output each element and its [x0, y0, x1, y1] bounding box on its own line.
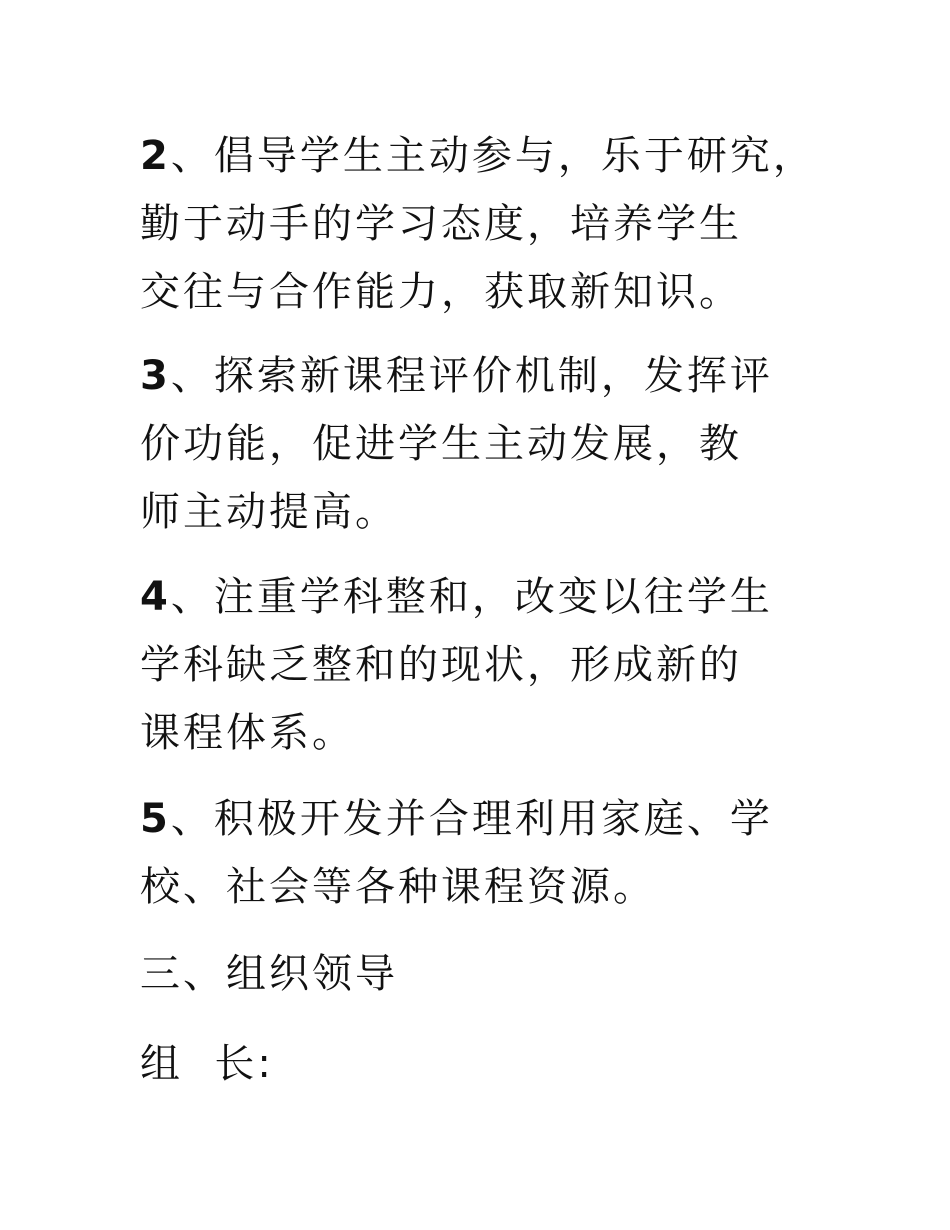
- item-2-paragraph: [140, 122, 860, 326]
- item-4-line-1: [140, 563, 860, 631]
- item-5-line-2: 校、社会等各种课程资源。: [140, 864, 656, 910]
- section-heading: [140, 940, 860, 1008]
- item-4-paragraph: [140, 563, 860, 767]
- item-5-text-1: 、积极开发并合理利用家庭、学: [170, 796, 773, 842]
- leader-row: [140, 1030, 860, 1098]
- item-2-line-1: [140, 122, 860, 190]
- item-3-line-1: [140, 342, 860, 410]
- item-4-line-3: 课程体系。: [140, 710, 355, 756]
- item-5-number: 5: [140, 796, 171, 842]
- item-2-line-2: 勤于动手的学习态度，培养学生: [140, 201, 742, 247]
- item-5-paragraph: [140, 785, 860, 921]
- section-heading-text: 三、组织领导: [140, 951, 398, 997]
- item-5-line-1: [140, 785, 860, 853]
- item-3-paragraph: [140, 342, 860, 546]
- item-3-text-1: 、探索新课程评价机制，发挥评: [170, 353, 773, 399]
- item-3-line-2: 价功能，促进学生主动发展，教: [140, 421, 742, 467]
- leader-label: 组 长:: [140, 1041, 274, 1087]
- item-4-text-1: 、注重学科整和，改变以往学生: [170, 574, 773, 620]
- item-2-text-1: 、倡导学生主动参与，乐于研究，: [170, 133, 816, 179]
- item-2-line-3: 交往与合作能力，获取新知识。: [140, 269, 742, 315]
- item-3-number: 3: [140, 353, 171, 399]
- item-4-line-2: 学科缺乏整和的现状，形成新的: [140, 642, 742, 688]
- item-2-number: 2: [140, 133, 171, 179]
- item-3-line-3: 师主动提高。: [140, 489, 398, 535]
- item-4-number: 4: [140, 574, 171, 620]
